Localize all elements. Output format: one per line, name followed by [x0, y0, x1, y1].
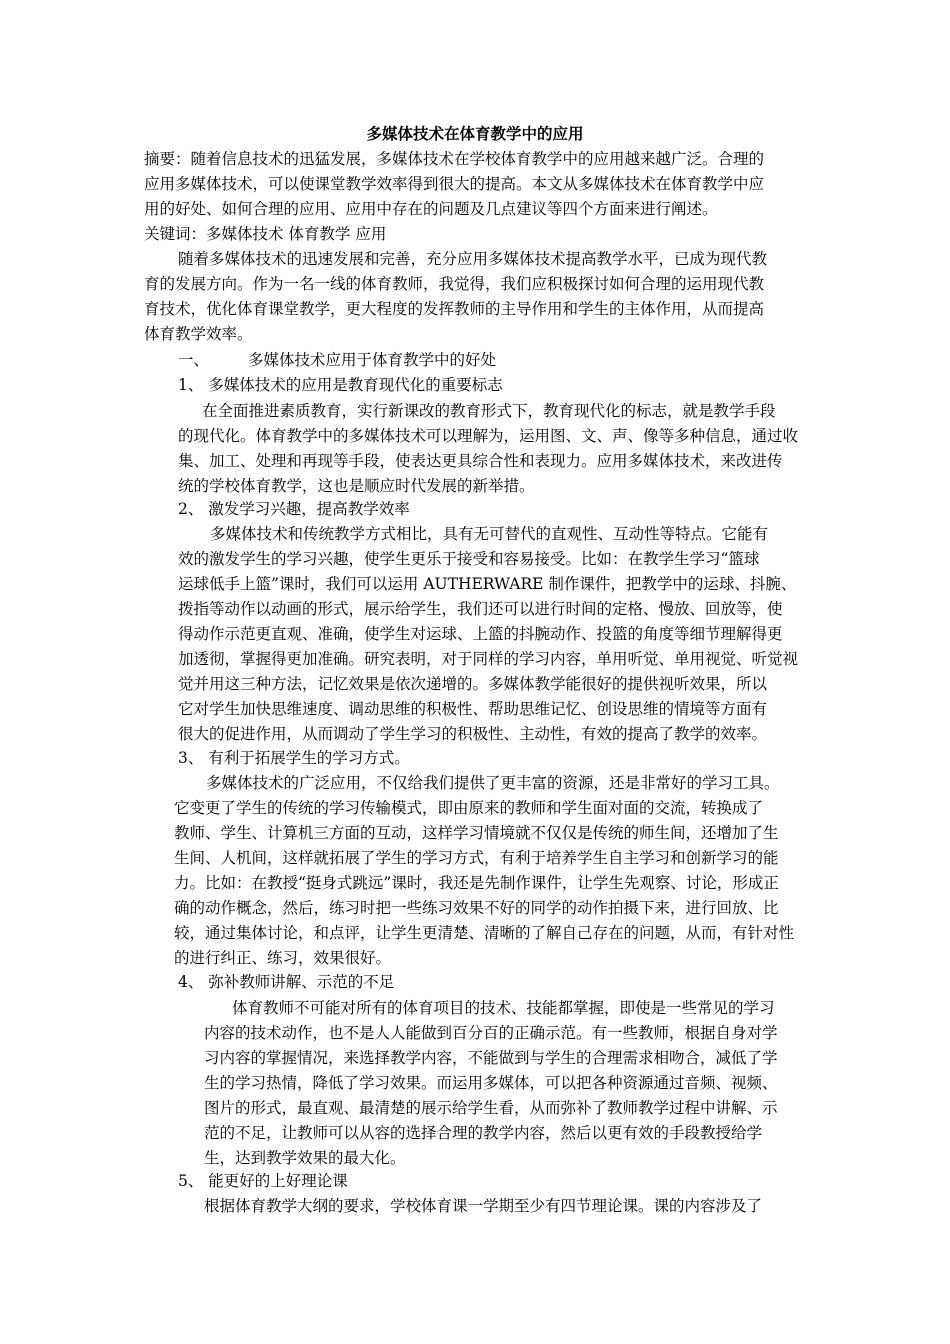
intro-paragraph [144, 247, 767, 347]
paragraph-line: 很大的促进作用，从而调动了学生学习的积极性、主动性，有效的提高了教学的效率。 [178, 725, 768, 743]
paragraph-line: 较，通过集体讨论，和点评，让学生更清楚、清晰的了解自己存在的问题，从而，有针对性 [174, 924, 795, 942]
paragraph-line: 育技术，优化体育课堂教学，更大程度的发挥教师的主导作用和学生的主体作用，从而提高 [144, 300, 765, 318]
paragraph-line: 生的学习热情，降低了学习效果。而运用多媒体，可以把各种资源通过音频、视频、 [204, 1074, 778, 1092]
paragraph-line: 的现代化。体育教学中的多媒体技术可以理解为，运用图、文、声、像等多种信息，通过收 [178, 427, 799, 445]
page-title: 多媒体技术在体育教学中的应用 [366, 125, 584, 143]
subsection-heading: 4、 弥补教师讲解、示范的不足 [178, 973, 395, 991]
paragraph-line: 多媒体技术的广泛应用，不仅给我们提供了更丰富的资源，还是非常好的学习工具。 [206, 774, 780, 792]
paragraph-line: 拨指等动作以动画的形式，展示给学生，我们还可以进行时间的定格、慢放、回放等，使 [178, 600, 783, 618]
subsection-paragraph [174, 771, 794, 971]
subsection-heading: 1、 多媒体技术的应用是教育现代化的重要标志 [178, 376, 503, 394]
paragraph-line: 确的动作概念，然后，练习时把一些练习效果不好的同学的动作拍摄下来，进行回放、比 [174, 899, 779, 917]
section-heading [178, 348, 496, 373]
paragraph-line: 教师、学生、计算机三方面的互动，这样学习情境就不仅仅是传统的师生间，还增加了生 [174, 824, 779, 842]
subsection-paragraph [178, 399, 798, 499]
paragraph-line: 习内容的掌握情况，来选择教学内容，不能做到与学生的合理需求相吻合，减低了学 [204, 1049, 778, 1067]
paragraph-line: 体育教师不可能对所有的体育项目的技术、技能都掌握，即使是一些常见的学习 [232, 999, 775, 1017]
paragraph-line: 统的学校体育教学，这也是顺应时代发展的新举措。 [178, 477, 535, 495]
subsection-heading: 2、 激发学习兴趣，提高教学效率 [178, 500, 410, 518]
abstract [144, 147, 764, 222]
subsection-heading: 3、 有利于拓展学生的学习方式。 [178, 749, 410, 767]
subsection-paragraph [204, 996, 778, 1171]
section-number: 一、 [178, 351, 210, 369]
paragraph-line: 力。比如：在教授“挺身式跳远”课时，我还是先制作课件，让学生先观察、讨论，形成正 [174, 874, 779, 892]
paragraph-line: 在全面推进素质教育，实行新课改的教育形式下，教育现代化的标志，就是教学手段 [202, 402, 776, 420]
paragraph-line: 范的不足，让教师可以从容的选择合理的教学内容，然后以更有效的手段教授给学 [204, 1124, 763, 1142]
paragraph-line: 体育教学效率。 [144, 325, 253, 343]
subsection-paragraph [178, 522, 798, 747]
paragraph-line: 它变更了学生的传统的学习传输模式，即由原来的教师和学生面对面的交流，转换成了 [174, 799, 764, 817]
paragraph-line: 生间、人机间，这样就拓展了学生的学习方式，有利于培养学生自主学习和创新学习的能 [174, 849, 779, 867]
subsection-paragraph [204, 1194, 762, 1219]
paragraph-line: 它对学生加快思维速度、调动思维的积极性、帮助思维记忆、创设思维的情境等方面有 [178, 700, 768, 718]
paragraph-line: 生，达到教学效果的最大化。 [204, 1149, 406, 1167]
paragraph-line: 运球低手上篮”课时，我们可以运用 AUTHERWARE 制作课件，把教学中的运球、抖腕、 [178, 575, 797, 593]
paragraph-line: 得动作示范更直观、准确，使学生对运球、上篮的抖腕动作、投篮的角度等细节理解得更 [178, 625, 783, 643]
paragraph-line: 育的发展方向。作为一名一线的体育教师，我觉得，我们应积极探讨如何合理的运用现代教 [144, 275, 765, 293]
section-title: 多媒体技术应用于体育教学中的好处 [248, 351, 497, 369]
paragraph-line: 内容的技术动作，也不是人人能做到百分百的正确示范。有一些教师，根据自身对学 [204, 1024, 778, 1042]
keywords: 关键词：多媒体技术 体育教学 应用 [144, 225, 387, 243]
paragraph-line: 加透彻，掌握得更加准确。研究表明，对于同样的学习内容，单用听觉、单用视觉、听觉视 [178, 650, 799, 668]
paragraph-line: 图片的形式，最直观、最清楚的展示给学生看，从而弥补了教师教学过程中讲解、示 [204, 1099, 778, 1117]
abstract-line: 应用多媒体技术，可以使课堂教学效率得到很大的提高。本文从多媒体技术在体育教学中应 [144, 175, 765, 193]
paragraph-line: 多媒体技术和传统教学方式相比，具有无可替代的直观性、互动性等特点。它能有 [210, 525, 769, 543]
paragraph-line: 根据体育教学大纲的要求，学校体育课一学期至少有四节理论课。课的内容涉及了 [204, 1197, 763, 1215]
paragraph-line: 集、加工、处理和再现等手段，使表达更具综合性和表现力。应用多媒体技术，来改进传 [178, 452, 783, 470]
abstract-line: 摘要：随着信息技术的迅猛发展，多媒体技术在学校体育教学中的应用越来越广泛。合理的 [144, 150, 765, 168]
subsection-heading: 5、 能更好的上好理论课 [178, 1172, 348, 1190]
paragraph-line: 效的激发学生的学习兴趣，使学生更乐于接受和容易接受。比如：在教学生学习“篮球 [178, 550, 760, 568]
paragraph-line: 的进行纠正、练习，效果很好。 [174, 949, 392, 967]
paragraph-line: 觉并用这三种方法，记忆效果是依次递增的。多媒体教学能很好的提供视听效果，所以 [178, 675, 768, 693]
paragraph-line: 随着多媒体技术的迅速发展和完善，充分应用多媒体技术提高教学水平，已成为现代教 [178, 250, 768, 268]
abstract-line: 用的好处、如何合理的应用、应用中存在的问题及几点建议等四个方面来进行阐述。 [144, 200, 718, 218]
